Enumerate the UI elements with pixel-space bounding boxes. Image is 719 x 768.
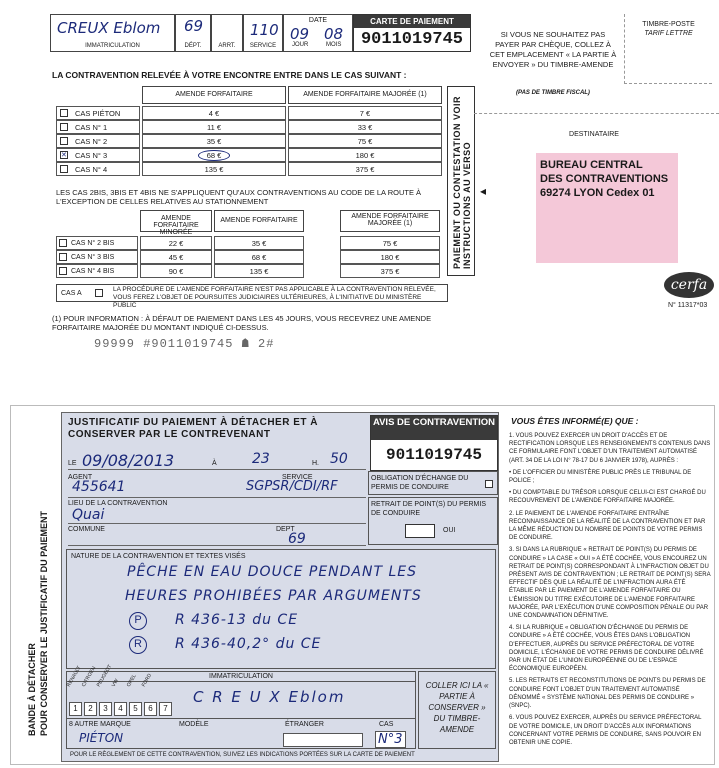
main-title: LA CONTRAVENTION RELEVÉE À VOTRE ENCONTRE ENTRE DANS LE CAS SUIVANT : xyxy=(52,70,407,80)
justificatif-form xyxy=(10,405,715,765)
table1-col1-header: AMENDE FORFAITAIRE xyxy=(142,86,286,104)
table1-row-label: CAS PIÉTON xyxy=(56,106,140,120)
address-line-2: DES CONTRAVENTIONS xyxy=(540,173,669,185)
nature-line-1: PÊCHE EN EAU DOUCE PENDANT LES xyxy=(127,564,418,580)
modele-label: MODÈLE xyxy=(179,721,209,728)
marque-number-box[interactable]: 7 xyxy=(159,702,172,716)
separator-line xyxy=(474,113,719,114)
marque-label: FORD xyxy=(140,672,154,688)
oblig-box xyxy=(368,471,498,495)
marque-number-box[interactable]: 1 xyxy=(69,702,82,716)
nature-line-3: R 436-13 du CE xyxy=(175,612,299,628)
date-value: 09/08/2013 xyxy=(82,451,175,470)
bottom-note: POUR LE RÈGLEMENT DE CETTE CONTRAVENTION, SUIVEZ LES INDICATIONS PORTÉES SUR LA CARTE DE PAIEMENT xyxy=(70,752,415,758)
marque-label: PEUGEOT xyxy=(95,663,114,688)
info-item: • DU COMPTABLE DU TRÉSOR LORSQUE CELUI-CI EST CHARGÉ DU RECOUVREMENT DE L'AMENDE FORFAITAIRE MAJORÉE. xyxy=(509,490,706,505)
table2-row-afm: 180 € xyxy=(340,250,440,264)
mois-label: MOIS xyxy=(326,42,342,48)
dept-label: DEPT xyxy=(276,526,295,533)
service-value: 110 xyxy=(250,21,279,39)
table1-row-af xyxy=(142,148,286,162)
date-label: DATE xyxy=(308,17,328,24)
table2-row-af: 135 € xyxy=(214,264,304,278)
table1-row-label: CAS N° 1 xyxy=(56,120,140,134)
table1-row-label: CAS N° 2 xyxy=(56,134,140,148)
arrt-cell[interactable] xyxy=(211,14,243,52)
table2-col2-header: AMENDE FORFAITAIRE xyxy=(214,210,304,232)
table2-row-checkbox[interactable] xyxy=(59,239,67,247)
info-item: 1. VOUS POUVEZ EXERCER UN DROIT D'ACCÈS ET DE RECTIFICATION LORSQUE LES RENSEIGNEMENTS CONTENUS DANS CE FORMULAIRE FONT L'OBJET D'UN TRAITEMENT AUTOMATISÉ (ART. 34 DE LA LOI N° 78-17 DU 6 JANVIER 1978), AUPRÈS : xyxy=(509,433,711,464)
table2-row-checkbox[interactable] xyxy=(59,253,67,261)
retrait-label: RETRAIT DE POINT(S) DU PERMIS DE CONDUIRE xyxy=(371,501,486,517)
note-bis: LES CAS 2BIS, 3BIS ET 4BIS NE S'APPLIQUENT QU'AUX CONTRAVENTIONS AU CODE DE LA ROUTE À L'EXCEPTION DE CELLES RELATIVES AU STATIONNEMENT xyxy=(56,188,422,206)
marque-value: PIÉTON xyxy=(79,731,124,745)
info-item: • DE L'OFFICIER DU MINISTÈRE PUBLIC PRÈS LE TRIBUNAL DE POLICE ; xyxy=(509,469,692,485)
dept-cell[interactable] xyxy=(175,14,211,52)
immat-title: IMMATRICULATION xyxy=(67,672,415,682)
address-box xyxy=(536,153,678,263)
retrait-box xyxy=(368,497,498,545)
circled-p-icon: P xyxy=(129,612,147,630)
cas-a-text: LA PROCÉDURE DE L'AMENDE FORFAITAIRE N'EST PAS APPLICABLE À LA CONTRAVENTION RELEVÉE, VOUS FEREZ L'OBJET DE POURSUITES JUDICIAIRES ULTÉRIEURES, À L'INITIATIVE DU MINISTÈRE PUBLIC xyxy=(113,286,436,309)
le-label: LE xyxy=(68,460,77,467)
info-item: 3. SI DANS LA RUBRIQUE « RETRAIT DE POINT(S) DU PERMIS DE CONDUIRE » LA CASE « OUI » A ÉTÉ COCHÉE, VOUS ENCOUREZ UN RETRAIT DE POINT(S) CORRESPONDANT À L'INFRACTION OBJET DU PRÉSENT AVIS DE CONTRAVENTION ; LE RETRAIT DE POINT(S) SERA EFFECTIF DÈS QUE LA RÉALITÉ DE L'INFRACTION AURA ÉTÉ ÉTABLIE PAR LE PAIEMENT DE L'AMENDE FORFAITAIRE OU L'ÉMISSION DU TITRE EXÉCUTOIRE DE L'AMENDE FORFAITAIRE MAJORÉE, PAR L'EXÉCUTION D'UNE COMPOSITION PÉNALE OU PAR UNE CONDAMNATION DÉFINITIVE. xyxy=(509,547,711,620)
oui-checkbox[interactable] xyxy=(405,524,435,538)
table1-row-afm: 7 € xyxy=(288,106,442,120)
payment-card-form xyxy=(42,8,719,363)
info-item: 5. LES RETRAITS ET RECONSTITUTIONS DE POINTS DU PERMIS DE CONDUIRE FONT L'OBJET D'UN TRAITEMENT AUTOMATISÉ DÉNOMMÉ « SYSTÈME NATIONAL DES PERMIS DE CONDUIRE » (SNPC). xyxy=(509,678,706,710)
service-value: SGPSR/CDI/RF xyxy=(246,479,338,494)
address-line-3: 69274 LYON Cedex 01 xyxy=(540,187,655,199)
autre-marque-label: 8 AUTRE MARQUE xyxy=(69,721,131,728)
arrow-icon: ◂ xyxy=(480,184,487,198)
table2-row-min: 90 € xyxy=(140,264,212,278)
marque-number-box[interactable]: 6 xyxy=(144,702,157,716)
commune-label: COMMUNE xyxy=(68,526,105,533)
justificatif-main xyxy=(61,412,499,762)
barcode-line: 99999 #9011019745 ☗ 2# xyxy=(94,337,275,351)
commune-line xyxy=(68,545,366,546)
table1-row-label: CAS N° 3 xyxy=(56,148,140,162)
table1-row-afm: 180 € xyxy=(288,148,442,162)
date-line xyxy=(68,469,366,470)
dept-value: 69 xyxy=(288,531,306,547)
table2-row-label: CAS N° 3 BIS xyxy=(56,250,138,264)
agent-value: 455641 xyxy=(72,479,126,495)
marque-number-box[interactable]: 5 xyxy=(129,702,142,716)
cas-value: N°3 xyxy=(375,731,406,748)
table2-row-min: 22 € xyxy=(140,236,212,250)
mois-value: 08 xyxy=(324,25,344,43)
side-text-1: BANDE À DÉTACHER xyxy=(27,643,37,736)
immat-cell[interactable] xyxy=(50,14,175,52)
jour-value: 09 xyxy=(290,25,310,43)
marque-label: VW xyxy=(110,678,121,688)
cerfa-logo: cerfa xyxy=(664,272,714,298)
destinataire-label: DESTINATAIRE xyxy=(569,131,619,138)
cas-a-checkbox[interactable] xyxy=(95,289,103,297)
info-panel xyxy=(505,414,711,759)
table1-row-af: 11 € xyxy=(142,120,286,134)
stamp-box xyxy=(624,14,712,84)
service-label: SERVICE xyxy=(282,474,313,481)
nature-line-4: R 436-40,2° du CE xyxy=(175,636,322,652)
circled-amount: 68 € xyxy=(198,150,231,161)
table1-row-checkbox[interactable] xyxy=(60,137,68,145)
avis-title: AVIS DE CONTRAVENTION xyxy=(371,416,497,440)
nature-line-2: HEURES PROHIBÉES PAR ARGUMENTS xyxy=(125,588,422,604)
oblig-label: OBLIGATION D'ÉCHANGE DU PERMIS DE CONDUIRE xyxy=(371,475,469,491)
table1-row-afm: 33 € xyxy=(288,120,442,134)
table2-row-checkbox[interactable] xyxy=(59,267,67,275)
cerfa-number: N° 11317*03 xyxy=(668,302,708,309)
table1-col2-header: AMENDE FORFAITAIRE MAJORÉE (1) xyxy=(288,86,442,104)
table2-row-label: CAS N° 4 BIS xyxy=(56,264,138,278)
table2-col3-header: AMENDE FORFAITAIRE MAJORÉE (1) xyxy=(340,210,440,232)
stamp-sub: TARIF LETTRE xyxy=(644,30,693,37)
table2-row-afm: 375 € xyxy=(340,264,440,278)
etranger-checkbox[interactable] xyxy=(283,733,363,747)
table2-row-min: 45 € xyxy=(140,250,212,264)
min-value: 50 xyxy=(330,451,348,467)
h-label: H. xyxy=(312,460,319,467)
marque-label: OPEL xyxy=(125,673,138,688)
date-cell[interactable] xyxy=(283,14,353,52)
arrt-label: ARRT. xyxy=(218,43,236,49)
footnote: (1) POUR INFORMATION : À DÉFAUT DE PAIEMENT DANS LES 45 JOURS, VOUS RECEVREZ UNE AMENDE FORFAITAIRE MAJORÉE DU MONTANT INDIQUÉ CI-DESSUS. xyxy=(52,314,432,332)
table1-row-checkbox[interactable] xyxy=(60,109,68,117)
marque-label: CITROEN xyxy=(80,665,98,688)
marque-number-box[interactable]: 4 xyxy=(114,702,127,716)
dept-label: DÉPT. xyxy=(184,43,202,49)
table2-row-afm: 75 € xyxy=(340,236,440,250)
table2-row-af: 35 € xyxy=(214,236,304,250)
address-line-1: BUREAU CENTRAL xyxy=(540,159,643,171)
service-label: SERVICE xyxy=(249,43,277,49)
carte-number: 9011019745 xyxy=(360,30,464,49)
nature-label: NATURE DE LA CONTRAVENTION ET TEXTES VISÉS xyxy=(71,553,246,560)
nature-box[interactable] xyxy=(66,549,496,669)
table1-row-af: 35 € xyxy=(142,134,286,148)
table1-row-checkbox[interactable]: ✕ xyxy=(61,152,67,159)
coller-box xyxy=(418,671,496,749)
table1-row-afm: 75 € xyxy=(288,134,442,148)
table2-row-label: CAS N° 2 BIS xyxy=(56,236,138,250)
info-item: 2. LE PAIEMENT DE L'AMENDE FORFAITAIRE ENTRAÎNE RECONNAISSANCE DE LA RÉALITÉ DE LA CONTRAVENTION ET PAR LA MÊME RÉDUCTION DU NOMBRE DE POINTS DE VOTRE PERMIS DE CONDUIRE. xyxy=(509,510,706,542)
agent-label: AGENT xyxy=(68,474,93,481)
cas-label: CAS xyxy=(379,721,394,728)
lieu-line xyxy=(68,523,366,524)
vertical-instructions-text: PAIEMENT OU CONTESTATION VOIR INSTRUCTIONS AU VERSO xyxy=(452,95,472,269)
marque-number-box[interactable]: 2 xyxy=(84,702,97,716)
circled-r-icon: R xyxy=(129,636,147,654)
avis-number: 9011019745 xyxy=(385,446,482,464)
right-panel xyxy=(474,8,719,363)
heure-value: 23 xyxy=(252,451,270,467)
table2-row-af: 68 € xyxy=(214,250,304,264)
table1-row-af: 4 € xyxy=(142,106,286,120)
lieu-value: Quai xyxy=(72,507,105,523)
immat-section xyxy=(65,663,416,719)
lieu-label: LIEU DE LA CONTRAVENTION xyxy=(68,500,168,507)
cheque-text: SI VOUS NE SOUHAITEZ PAS PAYER PAR CHÈQUE, COLLEZ À CET EMPLACEMENT « LA PARTIE À ENVOYER » DU TIMBRE-AMENDE xyxy=(489,30,617,69)
marque-label: RENAULT xyxy=(65,665,83,688)
table1-row-label: CAS N° 4 xyxy=(56,162,140,176)
coller-text: COLLER ICI LA « PARTIE À CONSERVER » DU TIMBRE-AMENDE xyxy=(425,681,489,734)
immat-label: IMMATRICULATION xyxy=(85,43,140,49)
dept-value: 69 xyxy=(184,17,204,35)
table2-col1-header: AMENDE FORFAITAIRE MINORÉE xyxy=(140,210,212,232)
table1-row-afm: 375 € xyxy=(288,162,442,176)
side-text-2: POUR CONSERVER LE JUSTIFICATIF DU PAIEMENT xyxy=(39,510,49,736)
oui-label: OUI xyxy=(443,527,456,534)
table1-row-checkbox[interactable] xyxy=(60,165,68,173)
agent-line xyxy=(68,497,366,498)
service-cell[interactable] xyxy=(243,14,283,52)
info-item: 4. SI LA RUBRIQUE « OBLIGATION D'ÉCHANGE DU PERMIS DE CONDUIRE » A ÉTÉ COCHÉE, VOUS ÊTES DANS L'OBLIGATION D'EFFECTUER, AUPRÈS DU SERVICE PRÉFECTORAL DE VOTRE DOMICILE, L'ÉCHANGE DE VOTRE PERMIS DE CONDUIRE DÉLIVRÉ PAR UN ÉTAT DE L'UNION EUROPÉENNE OU DE L'ESPACE ÉCONOMIQUE EUROPÉEN. xyxy=(509,625,704,673)
cas-a-row xyxy=(56,284,448,309)
table1-row-checkbox[interactable] xyxy=(60,123,68,131)
table2 xyxy=(56,210,448,280)
etranger-label: ÉTRANGER xyxy=(285,721,324,728)
stamp-title: TIMBRE-POSTE xyxy=(642,21,695,28)
cheque-sub: (PAS DE TIMBRE FISCAL) xyxy=(516,90,590,96)
a-label: À xyxy=(212,460,217,467)
marque-row xyxy=(66,719,416,749)
cas-a-label: CAS A xyxy=(61,290,82,297)
vertical-instructions xyxy=(447,86,475,276)
immat-value: CREUX Eblom xyxy=(57,19,161,37)
justificatif-title: JUSTIFICATIF DU PAIEMENT À DÉTACHER ET À CONSERVER PAR LE CONTREVENANT xyxy=(68,417,318,440)
immat-value: C R E U X Eblom xyxy=(193,688,346,706)
info-item: 6. VOUS POUVEZ EXERCER, AUPRÈS DU SERVICE PRÉFECTORAL DE VOTRE DOMICILE, UN DROIT D'ACCÈS AUX INFORMATIONS CONCERNANT VOTRE PERMIS DE CONDUIRE, SANS POUVOIR EN OBTENIR UNE COPIE. xyxy=(509,715,702,746)
avis-header xyxy=(370,415,498,471)
carte-title: CARTE DE PAIEMENT xyxy=(354,15,470,28)
table1-row-af: 135 € xyxy=(142,162,286,176)
jour-label: JOUR xyxy=(292,42,309,48)
info-title: VOUS ÊTES INFORMÉ(E) QUE : xyxy=(511,416,639,426)
oblig-checkbox[interactable] xyxy=(485,480,493,488)
carte-header xyxy=(353,14,471,52)
marque-number-box[interactable]: 3 xyxy=(99,702,112,716)
